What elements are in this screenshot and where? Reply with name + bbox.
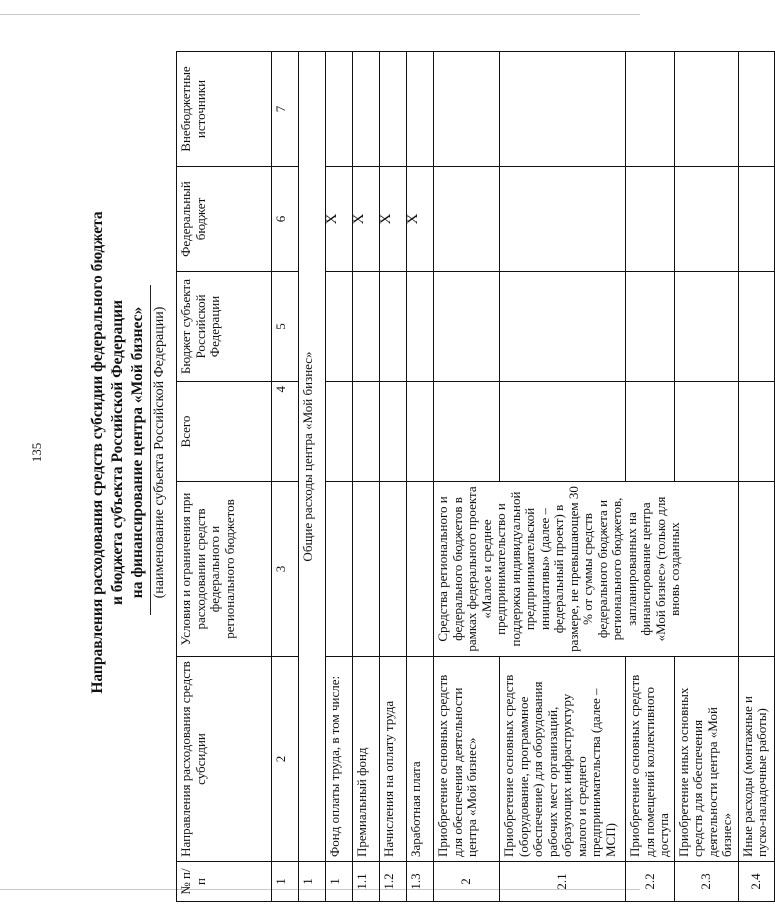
col-index: 5 [272,272,299,382]
col-index: 3 [272,482,299,657]
row-federal: X [407,167,434,272]
row-federal: X [380,167,407,272]
row-extra [380,52,407,167]
row-extra [500,52,626,167]
header-directions: Направления расходования средств субсидии [177,657,272,862]
subject-name-line [150,285,151,615]
row-number: 2.1 [500,862,626,902]
row-extra [434,52,500,167]
table-row [674,52,738,902]
row-number: 1.1 [353,862,380,902]
page-number: 135 [29,442,44,463]
row-direction: Фонд оплаты труда, в том числе: [326,657,353,862]
row-direction: Заработная плата [407,657,434,862]
row-direction: Приобретение основных средств для помещений коллективного доступа [626,657,675,862]
row-federal: X [353,167,380,272]
row-direction: Премиальный фонд [353,657,380,862]
row-regional [674,272,738,382]
row-total [626,382,675,482]
row-extra [326,52,353,167]
row-extra [674,52,738,167]
col-index: 1 [272,862,299,902]
col-index: 7 [272,52,299,167]
table-row [500,52,626,902]
col-index: 6 [272,167,299,272]
row-number: 1 [326,862,353,902]
row-regional [738,272,774,382]
title-line-1: Направления расходования средств субсидии федерального бюджета [89,211,106,694]
row-direction: Приобретение основных средств (оборудование, программное обеспечение) для оборудования рабочих мест организаций, образующих инфраструктуру малого и среднего предпринимательства (далее – МСП) [500,657,626,862]
row-federal: X [326,167,353,272]
row-federal [674,167,738,272]
header-federal-budget: Федеральный бюджет [177,167,272,272]
title-line-2: и бюджета субъекта Российской Федерации [109,299,126,606]
row-conditions [380,482,407,657]
row-regional [434,272,500,382]
row-conditions [353,482,380,657]
row-number: 1.3 [407,862,434,902]
row-total [500,382,626,482]
section-number: 1 [299,862,326,902]
row-extra [626,52,675,167]
column-index-row [272,52,299,902]
row-federal [500,167,626,272]
header-total: Всего [177,382,272,482]
row-number: 2.4 [738,862,774,902]
table-row [407,52,434,902]
row-extra [738,52,774,167]
table-row [738,52,774,902]
row-number: 2 [434,862,500,902]
section-title: Общие расходы центра «Мой бизнес» [299,52,326,862]
row-total [353,382,380,482]
header-num: № п/п [177,862,272,902]
row-federal [434,167,500,272]
row-direction: Иные расходы (монтажные и пуско-наладочные работы) [738,657,774,862]
row-regional [353,272,380,382]
row-total [434,382,500,482]
table-row [380,52,407,902]
col-index: 2 [272,657,299,862]
table-row [353,52,380,902]
row-total [738,382,774,482]
row-federal [738,167,774,272]
header-regional-budget: Бюджет субъекта Российской Федерации [177,272,272,382]
row-regional [500,272,626,382]
row-total [380,382,407,482]
table-row [326,52,353,902]
row-conditions [407,482,434,657]
row-regional [380,272,407,382]
section-row [299,52,326,902]
row-regional [407,272,434,382]
row-extra [353,52,380,167]
row-total [674,382,738,482]
row-federal [626,167,675,272]
row-number: 1.2 [380,862,407,902]
subject-name-caption: (наименование субъекта Российской Федерации) [152,306,167,599]
row-regional [626,272,675,382]
row-conditions [738,482,774,657]
row-regional [326,272,353,382]
row-conditions-merged: Средства регионального и федерального бюджетов в рамках федерального проекта «Малое и среднее предпринимательство и поддержка индивидуальной предпринимательской инициативы» (далее – федеральный проект) в размере, не превышающем 30 % от суммы средств федерального бюджета и регионального бюджетов, запланированных на финансирование центра «Мой бизнес» (только для вновь созданных [434,482,739,657]
header-row [177,52,272,902]
col-index: 4 [272,382,299,482]
row-number: 2.2 [626,862,675,902]
row-direction: Приобретение иных основных средств для обеспечения деятельности центра «Мой бизнес» [674,657,738,862]
title-line-3: на финансирование центра «Мой бизнес» [129,306,146,599]
row-number: 2.3 [674,862,738,902]
row-direction: Начисления на оплату труда [380,657,407,862]
row-total [326,382,353,482]
row-extra [407,52,434,167]
row-conditions [326,482,353,657]
header-conditions: Условия и ограничения при расходовании средств федерального и регионального бюджетов [177,482,272,657]
row-direction: Приобретение основных средств для обеспечения деятельности центра «Мой бизнес» [434,657,500,862]
table-row [434,52,500,902]
table-row [626,52,675,902]
row-total [407,382,434,482]
expenses-table [176,51,775,902]
header-extrabudgetary: Внебюджетные источники [177,52,272,167]
